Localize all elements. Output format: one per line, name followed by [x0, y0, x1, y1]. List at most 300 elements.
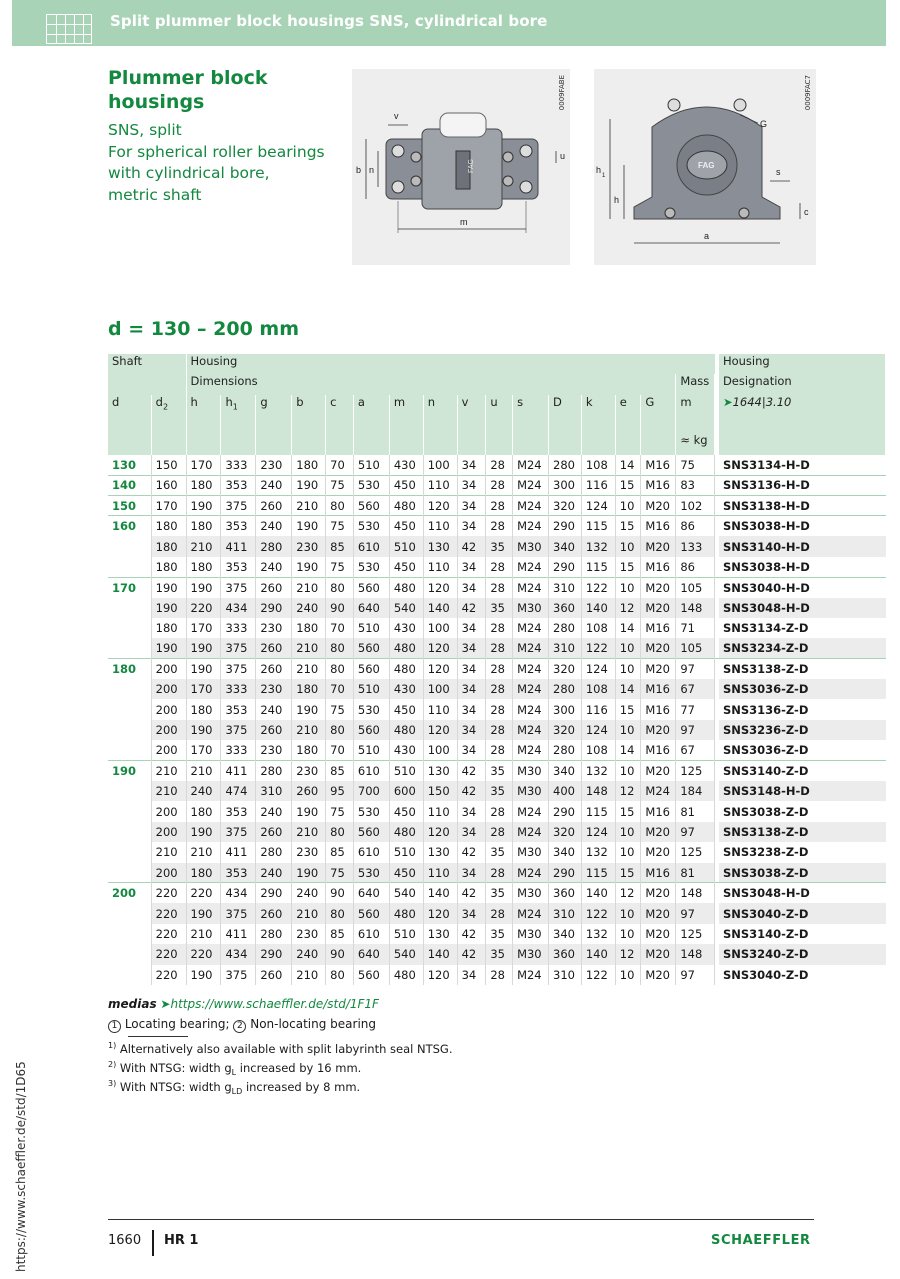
table-cell: 240 — [256, 557, 292, 577]
table-cell: 375 — [221, 577, 256, 597]
table-cell: M30 — [513, 536, 549, 556]
col-D: D — [549, 395, 582, 455]
medias-link[interactable]: https://www.schaeffler.de/std/1F1F — [170, 997, 379, 1011]
table-cell: 120 — [423, 903, 457, 923]
table-cell: 12 — [615, 944, 641, 964]
table-cell: 10 — [615, 903, 641, 923]
table-cell: 220 — [151, 903, 186, 923]
table-cell: 148 — [581, 781, 615, 801]
table-cell: 290 — [549, 801, 582, 821]
col-e: e — [615, 395, 641, 455]
table-cell: 15 — [615, 557, 641, 577]
table-cell: 28 — [486, 863, 513, 883]
table-cell: M16 — [641, 618, 676, 638]
cell-shaft-d — [108, 557, 151, 577]
table-cell: 100 — [423, 455, 457, 475]
table-cell: 80 — [326, 965, 354, 985]
cell-shaft-d: 160 — [108, 516, 151, 536]
col-g: g — [256, 395, 292, 455]
table-cell: M20 — [641, 761, 676, 781]
col-mass: m ≈ kg — [676, 395, 715, 455]
table-cell: M16 — [641, 801, 676, 821]
table-cell: M20 — [641, 577, 676, 597]
dimension-label-u: u — [560, 151, 566, 161]
table-cell: 130 — [423, 761, 457, 781]
table-cell: 97 — [676, 903, 715, 923]
table-cell: 10 — [615, 761, 641, 781]
table-cell: M24 — [513, 516, 549, 536]
table-cell: 34 — [457, 863, 486, 883]
circle-number-1: 1 — [108, 1020, 121, 1033]
table-cell: 353 — [221, 863, 256, 883]
table-cell: 85 — [326, 924, 354, 944]
table-cell: 77 — [676, 699, 715, 719]
table-cell: 300 — [549, 699, 582, 719]
table-cell: 560 — [353, 720, 389, 740]
table-cell: 210 — [292, 638, 326, 658]
table-cell: 280 — [549, 455, 582, 475]
table-cell: 130 — [423, 842, 457, 862]
table-cell: 35 — [486, 761, 513, 781]
table-cell: M20 — [641, 659, 676, 679]
table-cell: M20 — [641, 638, 676, 658]
table-cell: M24 — [513, 699, 549, 719]
footer-separator — [152, 1230, 154, 1256]
table-cell: 480 — [389, 577, 423, 597]
cell-designation: SNS3148-H-D — [719, 781, 886, 801]
table-cell: 100 — [423, 740, 457, 760]
dimension-table — [108, 354, 886, 985]
table-cell: 610 — [353, 924, 389, 944]
table-cell: 230 — [256, 740, 292, 760]
col-d2: $d_2$ — [151, 395, 186, 455]
table-cell: 35 — [486, 924, 513, 944]
table-cell: 450 — [389, 516, 423, 536]
cell-designation: SNS3040-Z-D — [719, 903, 886, 923]
table-cell: 290 — [256, 598, 292, 618]
table-cell: 28 — [486, 740, 513, 760]
table-cell: M16 — [641, 557, 676, 577]
table-cell: 210 — [186, 761, 221, 781]
table-cell: 280 — [549, 618, 582, 638]
table-cell: 320 — [549, 822, 582, 842]
dimension-label-h: h — [614, 195, 620, 205]
cell-shaft-d: 200 — [108, 883, 151, 903]
cell-designation: SNS3038-H-D — [719, 557, 886, 577]
table-cell: 180 — [292, 740, 326, 760]
dimension-label-h1: h — [596, 165, 602, 175]
table-cell: 14 — [615, 740, 641, 760]
table-cell: 28 — [486, 720, 513, 740]
table-cell: 180 — [186, 699, 221, 719]
table-cell: M30 — [513, 883, 549, 903]
table-cell: 240 — [256, 699, 292, 719]
table-cell: M20 — [641, 536, 676, 556]
table-cell: 480 — [389, 903, 423, 923]
table-cell: 430 — [389, 740, 423, 760]
table-cell: M16 — [641, 740, 676, 760]
table-cell: 34 — [457, 496, 486, 516]
cell-designation: SNS3036-Z-D — [719, 740, 886, 760]
table-cell: 115 — [581, 516, 615, 536]
table-cell: 120 — [423, 822, 457, 842]
table-cell: 75 — [326, 699, 354, 719]
table-row — [108, 536, 886, 556]
table-cell: 80 — [326, 638, 354, 658]
table-cell: 190 — [186, 496, 221, 516]
table-row — [108, 659, 886, 679]
table-cell: 320 — [549, 720, 582, 740]
table-cell: 190 — [292, 516, 326, 536]
table-cell: 120 — [423, 638, 457, 658]
table-cell: 42 — [457, 883, 486, 903]
table-cell: 210 — [292, 903, 326, 923]
header-designation: Designation — [719, 374, 886, 394]
table-cell: 230 — [292, 842, 326, 862]
table-row — [108, 761, 886, 781]
table-cell: 220 — [151, 924, 186, 944]
table-cell: 180 — [151, 516, 186, 536]
cell-shaft-d — [108, 679, 151, 699]
table-cell: M24 — [513, 455, 549, 475]
table-cell: 75 — [676, 455, 715, 475]
table-cell: 140 — [581, 883, 615, 903]
table-cell: 411 — [221, 761, 256, 781]
table-cell: 340 — [549, 842, 582, 862]
table-cell: 80 — [326, 720, 354, 740]
table-cell: 220 — [186, 598, 221, 618]
cell-shaft-d — [108, 598, 151, 618]
notes — [108, 994, 379, 1034]
table-cell: 530 — [353, 863, 389, 883]
table-cell: 100 — [423, 679, 457, 699]
table-cell: 353 — [221, 801, 256, 821]
table-cell: 430 — [389, 455, 423, 475]
cell-designation: SNS3240-Z-D — [719, 944, 886, 964]
table-cell: 180 — [186, 557, 221, 577]
footnote-1: $^{1)}$ Alternatively also available with split labyrinth seal NTSG. — [108, 1041, 453, 1056]
table-cell: 34 — [457, 557, 486, 577]
table-cell: 110 — [423, 801, 457, 821]
table-cell: 150 — [151, 455, 186, 475]
table-cell: 530 — [353, 557, 389, 577]
table-cell: 132 — [581, 536, 615, 556]
table-cell: 130 — [423, 536, 457, 556]
table-cell: 34 — [457, 720, 486, 740]
table-cell: 116 — [581, 699, 615, 719]
table-cell: 85 — [326, 842, 354, 862]
table-cell: 86 — [676, 557, 715, 577]
table-cell: 10 — [615, 496, 641, 516]
cell-designation: SNS3140-H-D — [719, 536, 886, 556]
table-cell: 210 — [292, 965, 326, 985]
table-cell: 333 — [221, 455, 256, 475]
table-cell: 280 — [256, 536, 292, 556]
table-cell: 220 — [151, 944, 186, 964]
table-cell: 700 — [353, 781, 389, 801]
table-cell: 434 — [221, 944, 256, 964]
table-row — [108, 965, 886, 985]
cell-shaft-d — [108, 924, 151, 944]
footer-section: HR 1 — [164, 1233, 199, 1248]
table-cell: 83 — [676, 475, 715, 495]
table-cell: 140 — [423, 944, 457, 964]
table-cell: 86 — [676, 516, 715, 536]
table-cell: 28 — [486, 475, 513, 495]
col-G: G — [641, 395, 676, 455]
table-cell: 180 — [151, 618, 186, 638]
table-cell: 75 — [326, 475, 354, 495]
cell-designation: SNS3038-Z-D — [719, 801, 886, 821]
table-cell: 375 — [221, 965, 256, 985]
table-cell: 42 — [457, 761, 486, 781]
table-row — [108, 883, 886, 903]
table-cell: 10 — [615, 659, 641, 679]
table-cell: 340 — [549, 536, 582, 556]
table-cell: 42 — [457, 924, 486, 944]
header-housing: Housing — [186, 354, 715, 374]
table-cell: 10 — [615, 924, 641, 944]
table-cell: 310 — [549, 965, 582, 985]
dimension-label-s: s — [776, 167, 781, 177]
table-cell: 170 — [186, 740, 221, 760]
table-row — [108, 822, 886, 842]
table-cell: 260 — [256, 903, 292, 923]
table-cell: 430 — [389, 679, 423, 699]
table-cell: 125 — [676, 761, 715, 781]
cell-shaft-d — [108, 863, 151, 883]
cell-shaft-d — [108, 842, 151, 862]
table-cell: 10 — [615, 842, 641, 862]
dimension-label-a: a — [704, 231, 710, 241]
table-cell: 70 — [326, 618, 354, 638]
col-k: k — [581, 395, 615, 455]
table-cell: 70 — [326, 679, 354, 699]
table-cell: 190 — [292, 557, 326, 577]
table-cell: 310 — [549, 638, 582, 658]
table-cell: 375 — [221, 903, 256, 923]
table-cell: 28 — [486, 618, 513, 638]
table-cell: 480 — [389, 659, 423, 679]
table-cell: 28 — [486, 577, 513, 597]
dimension-label-c: c — [804, 207, 809, 217]
table-cell: 400 — [549, 781, 582, 801]
table-cell: 210 — [292, 822, 326, 842]
table-cell: 190 — [292, 475, 326, 495]
table-cell: 120 — [423, 965, 457, 985]
table-cell: 35 — [486, 536, 513, 556]
table-cell: 125 — [676, 924, 715, 944]
table-cell: 450 — [389, 801, 423, 821]
table-cell: 160 — [151, 475, 186, 495]
table-cell: 610 — [353, 842, 389, 862]
dimension-label-v: v — [394, 111, 399, 121]
cell-shaft-d — [108, 720, 151, 740]
table-cell: 450 — [389, 863, 423, 883]
table-cell: 120 — [423, 577, 457, 597]
table-cell: 640 — [353, 598, 389, 618]
table-row — [108, 924, 886, 944]
table-cell: 132 — [581, 842, 615, 862]
table-cell: 108 — [581, 740, 615, 760]
table-cell: 124 — [581, 496, 615, 516]
table-cell: 353 — [221, 699, 256, 719]
table-cell: 320 — [549, 496, 582, 516]
table-row — [108, 863, 886, 883]
table-row — [108, 944, 886, 964]
table-cell: 530 — [353, 475, 389, 495]
table-cell: 130 — [423, 924, 457, 944]
table-cell: M20 — [641, 822, 676, 842]
table-cell: 180 — [151, 557, 186, 577]
table-cell: 230 — [292, 924, 326, 944]
table-cell: 110 — [423, 475, 457, 495]
table-cell: 110 — [423, 557, 457, 577]
table-cell: 42 — [457, 944, 486, 964]
table-row — [108, 699, 886, 719]
table-cell: 42 — [457, 842, 486, 862]
table-cell: 42 — [457, 536, 486, 556]
table-cell: 510 — [389, 924, 423, 944]
table-cell: M20 — [641, 598, 676, 618]
cell-designation: SNS3038-H-D — [719, 516, 886, 536]
table-cell: 148 — [676, 598, 715, 618]
table-cell: 34 — [457, 577, 486, 597]
table-cell: 290 — [549, 863, 582, 883]
table-cell: 12 — [615, 883, 641, 903]
table-cell: 220 — [186, 944, 221, 964]
table-cell: 97 — [676, 965, 715, 985]
table-cell: 10 — [615, 577, 641, 597]
table-row — [108, 475, 886, 495]
table-cell: 115 — [581, 863, 615, 883]
table-cell: 150 — [423, 781, 457, 801]
table-cell: 148 — [676, 944, 715, 964]
table-cell: 10 — [615, 822, 641, 842]
table-cell: 28 — [486, 822, 513, 842]
cell-shaft-d: 150 — [108, 496, 151, 516]
table-cell: 125 — [676, 842, 715, 862]
table-cell: M24 — [513, 557, 549, 577]
arrow-icon: ➤ — [160, 997, 171, 1011]
cell-designation: SNS3136-H-D — [719, 475, 886, 495]
table-cell: 510 — [353, 618, 389, 638]
cell-designation: SNS3136-Z-D — [719, 699, 886, 719]
table-cell: 560 — [353, 965, 389, 985]
table-cell: 180 — [186, 863, 221, 883]
table-cell: 190 — [292, 863, 326, 883]
table-cell: 105 — [676, 638, 715, 658]
table-cell: 80 — [326, 577, 354, 597]
col-s: s — [513, 395, 549, 455]
table-cell: 240 — [186, 781, 221, 801]
table-cell: 480 — [389, 638, 423, 658]
table-cell: M16 — [641, 516, 676, 536]
table-cell: 360 — [549, 944, 582, 964]
table-cell: 540 — [389, 598, 423, 618]
table-cell: 105 — [676, 577, 715, 597]
table-cell: 280 — [256, 924, 292, 944]
diameter-range-title: d = 130 – 200 mm — [108, 318, 300, 340]
table-cell: M24 — [513, 965, 549, 985]
table-cell: 14 — [615, 455, 641, 475]
table-cell: 260 — [256, 822, 292, 842]
table-cell: 240 — [292, 944, 326, 964]
table-cell: 333 — [221, 679, 256, 699]
cell-shaft-d — [108, 801, 151, 821]
table-cell: 170 — [151, 496, 186, 516]
table-cell: M24 — [513, 475, 549, 495]
table-cell: 510 — [389, 536, 423, 556]
table-cell: M24 — [513, 822, 549, 842]
table-cell: 28 — [486, 638, 513, 658]
table-cell: M30 — [513, 598, 549, 618]
table-cell: 34 — [457, 516, 486, 536]
table-cell: 240 — [256, 516, 292, 536]
table-cell: 280 — [256, 761, 292, 781]
table-cell: 110 — [423, 863, 457, 883]
table-cell: 220 — [186, 883, 221, 903]
table-cell: 120 — [423, 720, 457, 740]
table-cell: 115 — [581, 557, 615, 577]
cell-shaft-d: 130 — [108, 455, 151, 475]
cell-designation: SNS3040-Z-D — [719, 965, 886, 985]
table-cell: 480 — [389, 720, 423, 740]
table-cell: M20 — [641, 496, 676, 516]
col-n: n — [423, 395, 457, 455]
table-cell: 70 — [326, 455, 354, 475]
table-cell: 132 — [581, 761, 615, 781]
table-cell: 34 — [457, 965, 486, 985]
table-cell: 180 — [186, 475, 221, 495]
table-cell: M16 — [641, 863, 676, 883]
side-url[interactable]: https://www.schaeffler.de/std/1D65 — [14, 1061, 28, 1272]
table-row — [108, 740, 886, 760]
figure-code-1: 0009FABE — [558, 75, 566, 111]
table-cell: 28 — [486, 965, 513, 985]
table-cell: 260 — [256, 496, 292, 516]
cell-designation: SNS3134-Z-D — [719, 618, 886, 638]
table-cell: 450 — [389, 557, 423, 577]
header-housing-2: Housing — [719, 354, 886, 374]
table-row — [108, 903, 886, 923]
table-cell: 140 — [423, 598, 457, 618]
table-cell: 95 — [326, 781, 354, 801]
table-row — [108, 557, 886, 577]
table-cell: 15 — [615, 863, 641, 883]
table-cell: 310 — [549, 577, 582, 597]
table-cell: M30 — [513, 781, 549, 801]
table-cell: 100 — [423, 618, 457, 638]
dimension-label-b: b — [356, 165, 362, 175]
table-cell: 14 — [615, 618, 641, 638]
cell-shaft-d — [108, 903, 151, 923]
table-row — [108, 781, 886, 801]
table-cell: 640 — [353, 883, 389, 903]
table-cell: 240 — [256, 801, 292, 821]
table-cell: 230 — [292, 536, 326, 556]
circle-number-2: 2 — [233, 1020, 246, 1033]
table-cell: 530 — [353, 516, 389, 536]
table-cell: M30 — [513, 842, 549, 862]
table-cell: M20 — [641, 720, 676, 740]
table-cell: 35 — [486, 842, 513, 862]
brand-mark-fig1: FAG — [468, 158, 475, 173]
table-cell: 34 — [457, 475, 486, 495]
cell-shaft-d: 190 — [108, 761, 151, 781]
table-cell: 81 — [676, 801, 715, 821]
table-cell: 42 — [457, 781, 486, 801]
